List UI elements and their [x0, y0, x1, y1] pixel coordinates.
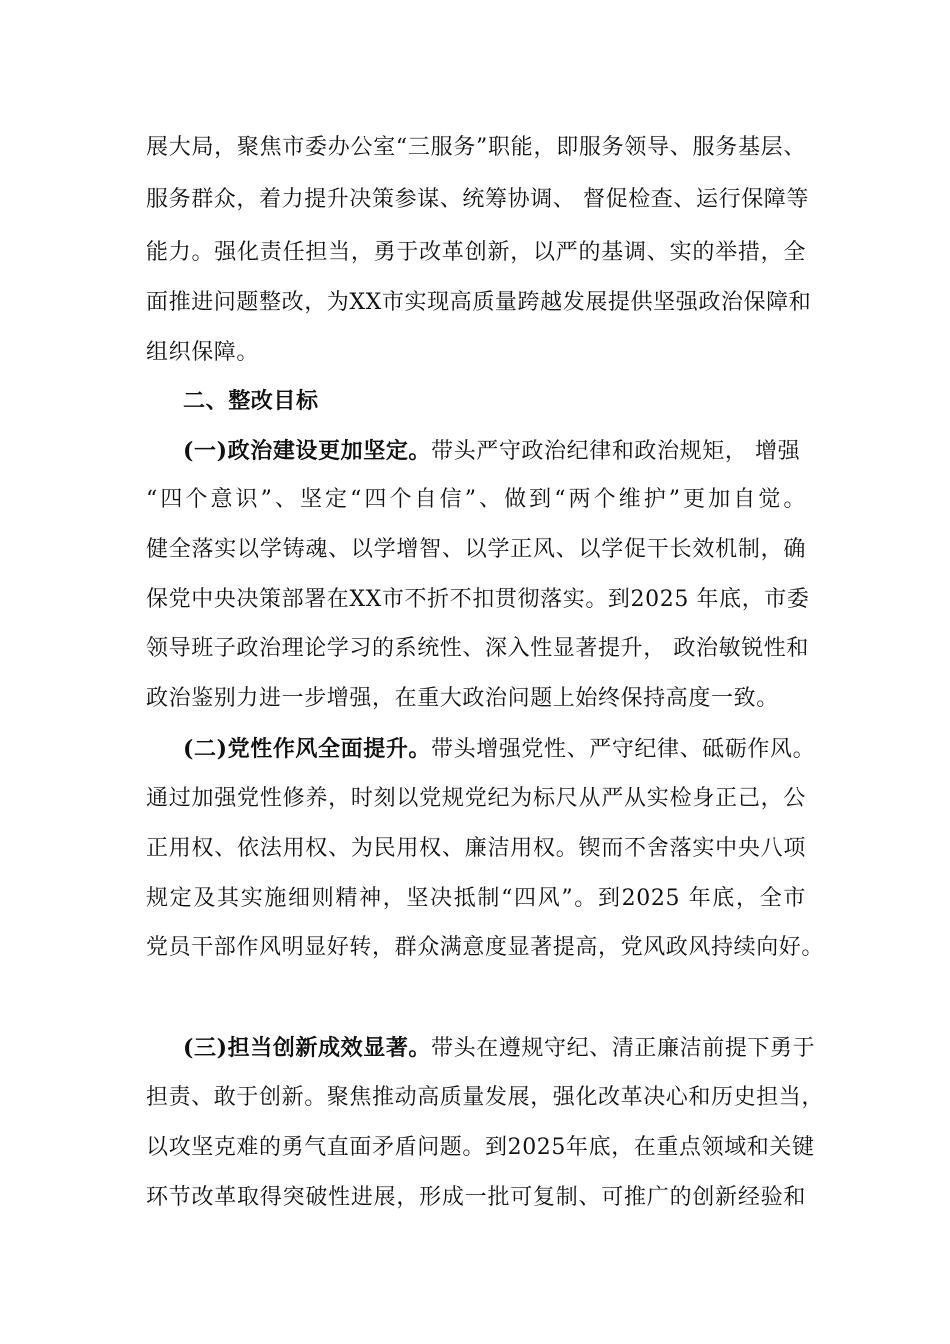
paragraph-heading: (二)党性作风全面提升。 — [183, 736, 432, 762]
text-line: 保党中央决策部署在XX市不折不扣贯彻落实。到2025 年底，市委 — [146, 587, 810, 612]
text-line: “四个意识”、坚定“四个自信”、做到“两个维护”更加自觉。 — [146, 487, 806, 512]
text-line: 担责、敢于创新。聚焦推动高质量发展，强化改革决心和历史担当， — [146, 1085, 825, 1110]
text-line: 组织保障。 — [146, 340, 260, 365]
text-line: 环节改革取得突破性进展，形成一批可复制、可推广的创新经验和 — [146, 1185, 806, 1210]
text-line: 政治鉴别力进一步增强，在重大政治问题上始终保持高度一致。 — [146, 686, 779, 711]
section-heading: 二、整改目标 — [183, 388, 319, 414]
text-line: 领导班子政治理论学习的系统性、深入性显著提升， 政治敏锐性和 — [146, 636, 809, 661]
text-span: 带头严守政治纪律和政治规矩， 增强 — [431, 439, 801, 464]
paragraph-first-line — [183, 436, 800, 467]
text-line: 通过加强党性修养，时刻以党规党纪为标尺从严从实检身正己，公 — [146, 786, 806, 811]
paragraph-first-line — [183, 1033, 815, 1064]
text-line: 以攻坚克难的勇气直面矛盾问题。到2025年底，在重点领域和关键 — [146, 1135, 815, 1160]
paragraph-heading: (一)政治建设更加坚定。 — [183, 438, 432, 464]
text-span: 带头在遵规守纪、清正廉洁前提下勇于 — [431, 1036, 816, 1061]
text-line: 党员干部作风明显好转，群众满意度显著提高，党风政风持续向好。 — [146, 935, 825, 960]
paragraph-heading: (三)担当创新成效显著。 — [183, 1035, 432, 1061]
text-line: 正用权、依法用权、为民用权、廉洁用权。锲而不舍落实中央八项 — [146, 836, 806, 861]
text-span: 带头增强党性、严守纪律、砥砺作风。 — [431, 737, 816, 762]
text-line: 能力。强化责任担当，勇于改革创新，以严的基调、实的举措，全 — [146, 240, 806, 265]
text-line: 面推进问题整改，为XX市实现高质量跨越发展提供坚强政治保障和 — [146, 290, 812, 315]
text-line: 规定及其实施细则精神，坚决抵制“四风”。到2025 年底，全市 — [146, 886, 806, 911]
text-line: 服务群众，着力提升决策参谋、统筹协调、 督促检查、运行保障等 — [146, 187, 809, 212]
text-line: 展大局，聚焦市委办公室“三服务”职能，即服务领导、服务基层、 — [146, 135, 806, 160]
paragraph-first-line — [183, 734, 815, 765]
text-line: 健全落实以学铸魂、以学增智、以学正风、以学促干长效机制，确 — [146, 537, 806, 562]
